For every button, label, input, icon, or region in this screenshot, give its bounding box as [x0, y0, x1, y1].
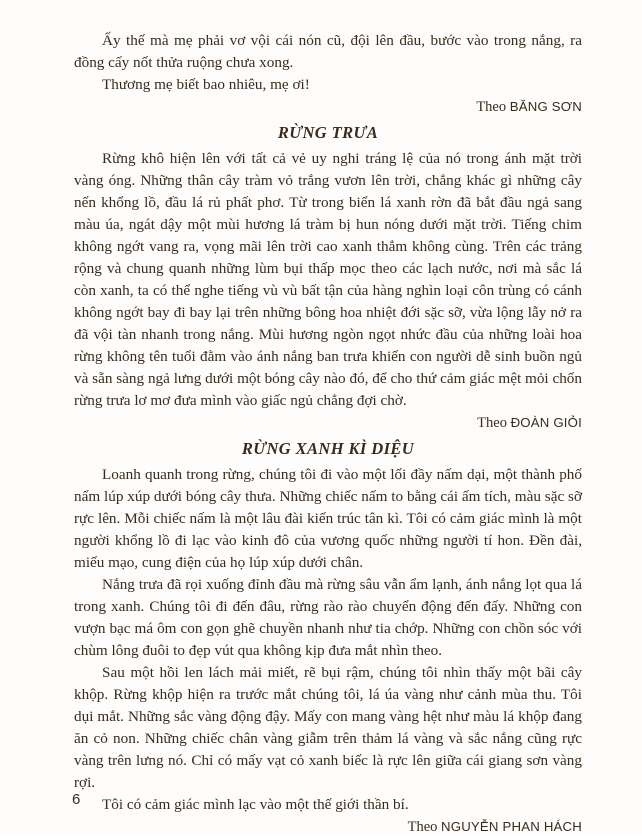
attribution-author: ĐOÀN GIỎI	[510, 415, 582, 430]
attribution	[74, 412, 582, 434]
attribution-prefix: Theo	[407, 819, 442, 835]
paragraph: Rừng khô hiện lên với tất cả vẻ uy nghi tráng lệ của nó trong ánh mặt trời vàng óng. Những thân cây tràm vỏ trắng vươn lên trời, chẳng khác gì những cây nến khổng lồ, đầu lá rủ phất phơ. Từ trong biển lá xanh rờn đã bắt đầu ngả sang màu úa, ngát dậy một mùi hương lá tràm bị hun nóng dưới mặt trời. Tiếng chim không ngớt vang ra, vọng mãi lên trời cao xanh thẳm không cùng. Trên các trảng rộng và chung quanh những lùm bụi thấp mọc theo các lạch nước, nơi mà sắc lá còn xanh, ta có thể nghe tiếng vù vù bất tận của hàng nghìn loại côn trùng có cánh không ngớt bay đi bay lại trên những bông hoa nhiệt đới sặc sỡ, vừa lộng lẫy nở ra đã vội tàn nhanh trong nắng. Mùi hương ngòn ngọt nhức đầu của những loài hoa rừng không tên tuổi đằm vào ánh nắng ban trưa khiến con người dễ sinh buồn ngủ và sẵn sàng ngả lưng dưới một bóng cây nào đó, để cho thứ cảm giác mệt mỏi chốn rừng trưa lơ mơ đưa mình vào giấc ngủ chẳng đợi chờ.	[74, 150, 582, 409]
attribution-author: BĂNG SƠN	[509, 99, 582, 114]
paragraph: Thương mẹ biết bao nhiêu, mẹ ơi!	[102, 76, 310, 93]
attribution	[74, 96, 582, 118]
attribution-prefix: Theo	[477, 415, 511, 431]
attribution-author: NGUYỄN PHAN HÁCH	[441, 819, 582, 834]
attribution-prefix: Theo	[476, 99, 510, 115]
page-number: 6	[72, 791, 81, 808]
section-title: RỪNG XANH KÌ DIỆU	[241, 439, 415, 458]
paragraph: Sau một hồi len lách mải miết, rẽ bụi rậm, chúng tôi nhìn thấy một bãi cây khộp. Rừng khộp hiện ra trước mắt chúng tôi, lá úa vàng như cảnh mùa thu. Tôi dụi mắt. Những sắc vàng động đậy. Mấy con mang vàng hệt như màu lá khộp đang ăn cỏ non. Những chiếc chân vàng giẫm trên thảm lá vàng và sắc nắng cũng rực vàng trên lưng nó. Chỉ có mấy vạt cỏ xanh biếc là rực lên giữa cái giang sơn vàng rợi.	[74, 664, 582, 791]
paragraph: Ấy thế mà mẹ phải vơ vội cái nón cũ, đội lên đầu, bước vào trong nắng, ra đồng cấy nốt thửa ruộng chưa xong.	[74, 32, 582, 71]
paragraph: Tôi có cảm giác mình lạc vào một thế giới thần bí.	[102, 796, 409, 813]
paragraph: Nắng trưa đã rọi xuống đỉnh đầu mà rừng sâu vẫn ẩm lạnh, ánh nắng lọt qua lá trong xanh. Chúng tôi đi đến đâu, rừng rào rào chuyển động đến đấy. Những con vượn bạc má ôm con gọn ghẽ chuyền nhanh như tia chớp. Những con chồn sóc với chùm lông đuôi to đẹp vút qua không kịp đưa mắt nhìn theo.	[74, 576, 582, 659]
attribution	[74, 816, 582, 838]
section-title: RỪNG TRƯA	[277, 123, 379, 142]
paragraph: Loanh quanh trong rừng, chúng tôi đi vào một lối đầy nấm dại, một thành phố nấm lúp xúp dưới bóng cây thưa. Những chiếc nấm to bằng cái ấm tích, màu sặc sỡ rực lên. Mỗi chiếc nấm là một lâu đài kiến trúc tân kì. Tôi có cảm giác mình là một người khổng lồ đi lạc vào kinh đô của vương quốc những người tí hon. Đền đài, miếu mạo, cung điện của họ lúp xúp dưới chân.	[74, 466, 582, 571]
